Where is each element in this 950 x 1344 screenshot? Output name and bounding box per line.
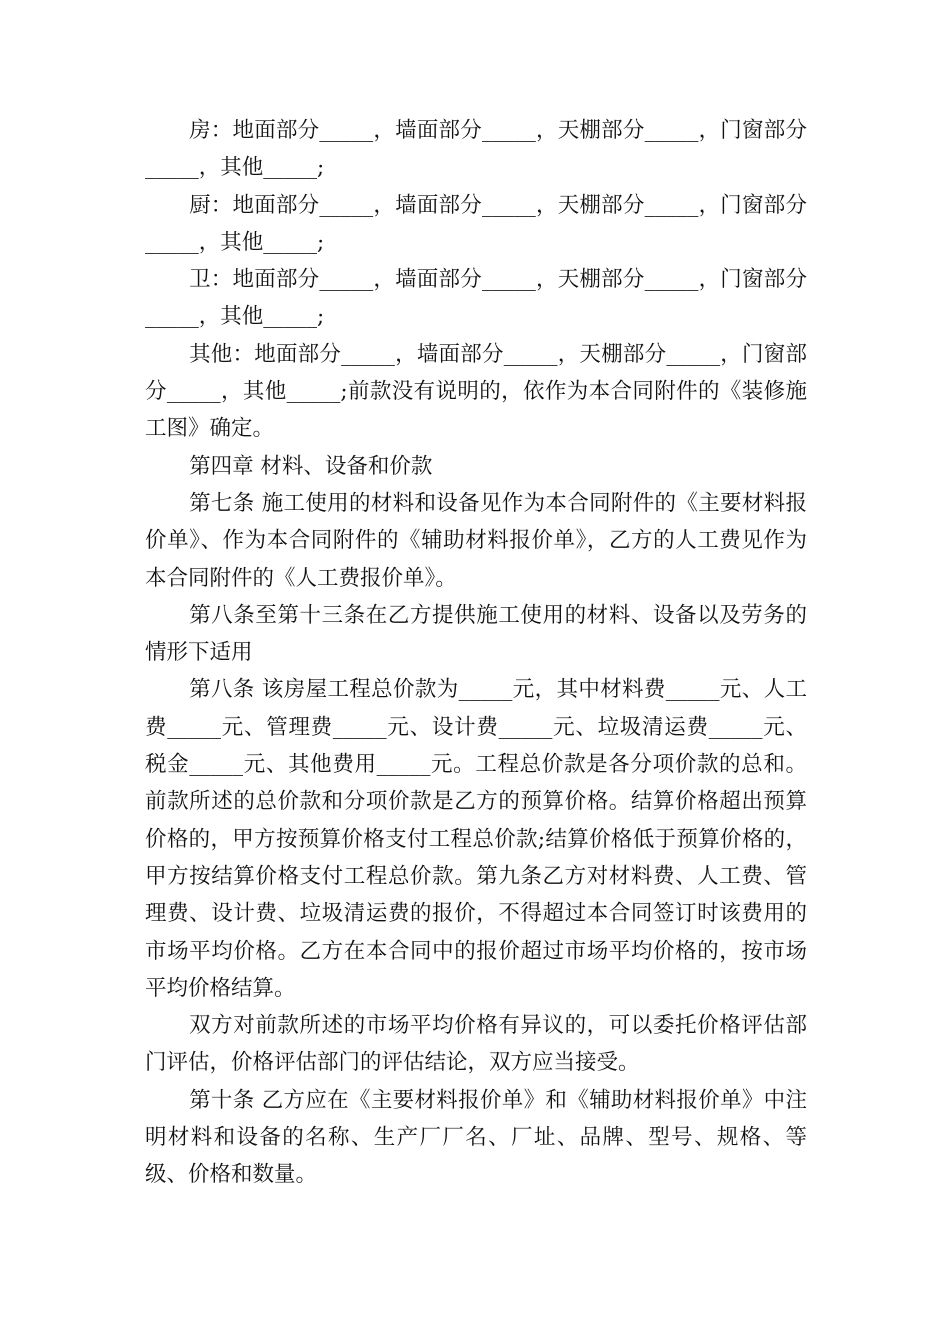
article-ten: 第十条 乙方应在《主要材料报价单》和《辅助材料报价单》中注明材料和设备的名称、生产厂厂名、厂址、品牌、型号、规格、等级、价格和数量。 — [145, 1087, 807, 1188]
clause-bathroom: 卫：地面部分_____，墙面部分_____，天棚部分_____，门窗部分_____，其他_____; — [145, 267, 807, 330]
chapter-four-heading: 第四章 材料、设备和价款 — [189, 453, 433, 479]
clause-kitchen: 厨：地面部分_____，墙面部分_____，天棚部分_____，门窗部分_____，其他_____; — [145, 192, 807, 255]
document-body — [145, 112, 807, 1194]
articles-eight-to-thirteen-note: 第八条至第十三条在乙方提供施工使用的材料、设备以及劳务的情形下适用 — [145, 602, 807, 666]
article-eight: 第八条 该房屋工程总价款为_____元，其中材料费_____元、人工费_____元、管理费_____元、设计费_____元、垃圾清运费_____元、税金_____元、其他费用_____元。工程总价款是各分项价款的总和。前款所述的总价款和分项价款是乙方的预算价格。结算价格超出预算价格的，甲方按预算价格支付工程总价款;结算价格低于预算价格的，甲方按结算价格支付工程总价款。第九条乙方对材料费、人工费、管理费、设计费、垃圾清运费的报价，不得超过本合同签订时该费用的市场平均价格。乙方在本合同中的报价超过市场平均价格的，按市场平均价格结算。 — [145, 677, 807, 1001]
article-seven: 第七条 施工使用的材料和设备见作为本合同附件的《主要材料报价单》、作为本合同附件的《辅助材料报价单》，乙方的人工费见作为本合同附件的《人工费报价单》。 — [145, 490, 807, 591]
clause-other: 其他：地面部分_____，墙面部分_____，天棚部分_____，门窗部分_____，其他_____;前款没有说明的，依作为本合同附件的《装修施工图》确定。 — [145, 341, 807, 442]
price-dispute-clause: 双方对前款所述的市场平均价格有异议的，可以委托价格评估部门评估，价格评估部门的评估结论，双方应当接受。 — [145, 1013, 807, 1076]
clause-room: 房：地面部分_____，墙面部分_____，天棚部分_____，门窗部分_____，其他_____; — [145, 118, 807, 181]
